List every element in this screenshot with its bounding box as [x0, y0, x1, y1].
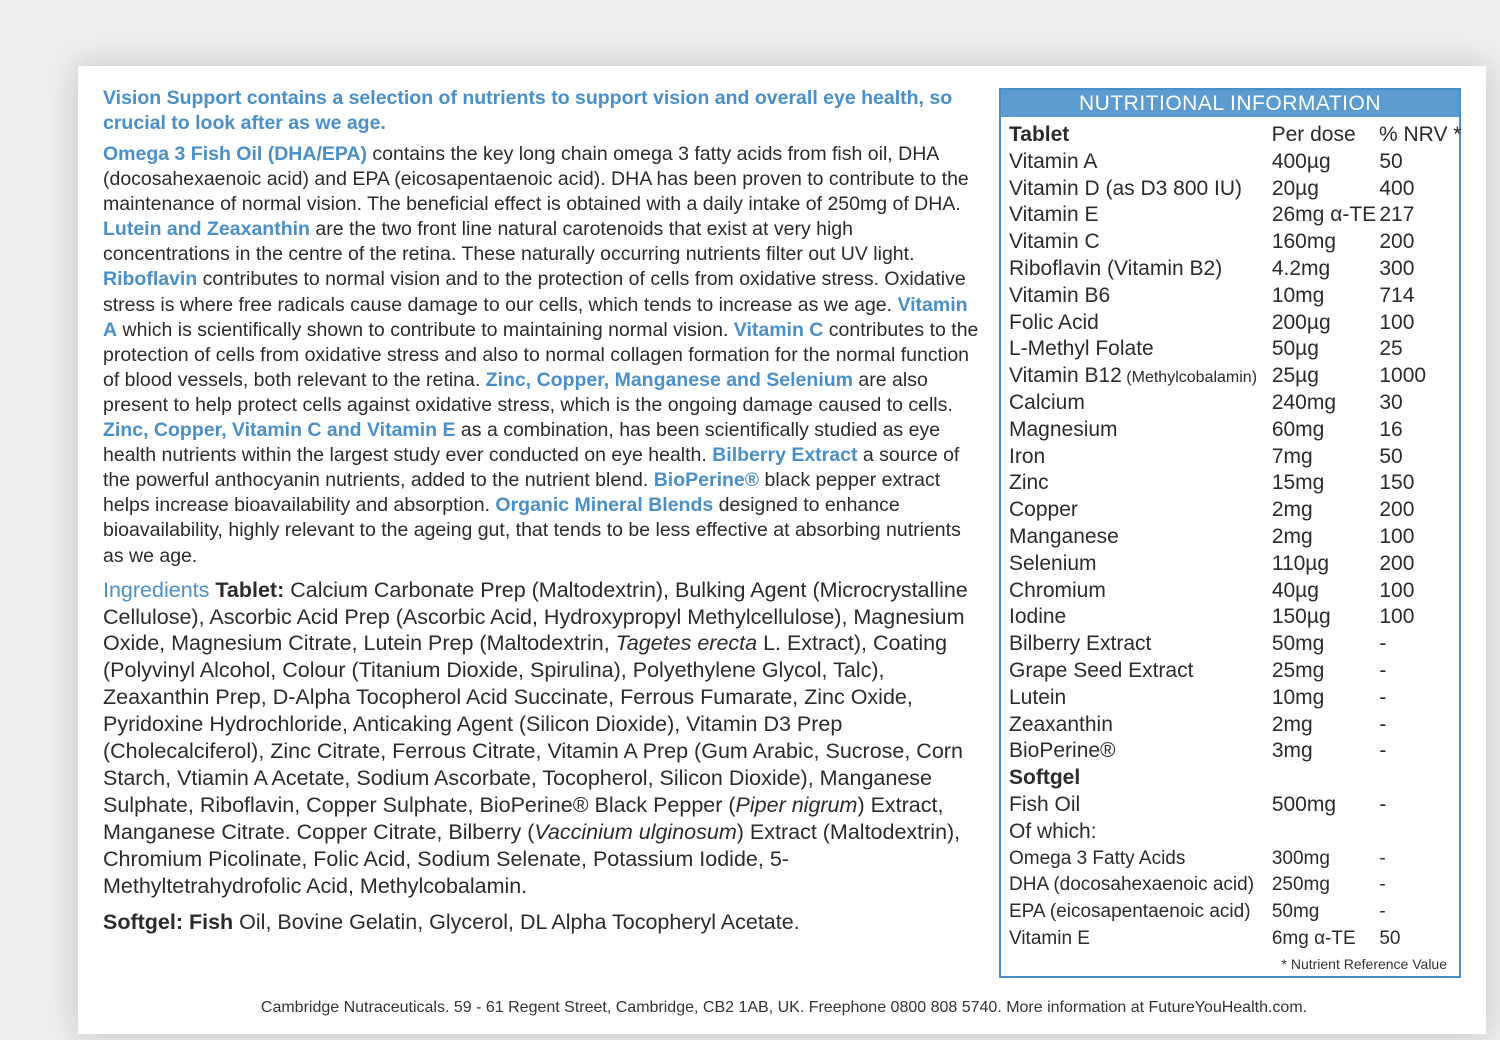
- nutrient-name-text: Grape Seed Extract: [1009, 658, 1194, 682]
- softgel-header: Softgel: [1009, 766, 1081, 790]
- nrv-header: % NRV *: [1379, 123, 1462, 146]
- footer-address: Cambridge Nutraceuticals. 59 - 61 Regent Street, Cambridge, CB2 1AB, UK. Freephone 0800 808 5740. More information at FutureYouHealth.com.: [260, 999, 1308, 1016]
- nutrient-dose: 200µg: [1271, 310, 1331, 334]
- nutrient-name-text: BioPerine®: [1009, 739, 1116, 763]
- nutrient-name: [1009, 363, 1272, 390]
- nutrient-nrv: 200: [1379, 551, 1415, 575]
- nutrition-panel: [999, 88, 1461, 978]
- nutrient-name: [1009, 631, 1272, 658]
- nutrient-nrv: -: [1379, 874, 1386, 896]
- nutrient-highlight: Organic Mineral Blends: [495, 494, 714, 517]
- nutrient-name-text: Zeaxanthin: [1009, 712, 1113, 736]
- nutrient-name: [1009, 524, 1272, 551]
- description-text: black pepper extract helps increase bioavailability and absorption.: [103, 469, 941, 517]
- nutrient-name: [1009, 149, 1272, 176]
- nutrient-name: [1009, 336, 1272, 363]
- ingredients-text: L. Extract), Coating (Polyvinyl Alcohol, Colour (Titanium Dioxide, Spirulina), Polyethylene Glycol, Talc), Zeaxanthin Prep, D-Alpha Tocopherol Acid Succinate, Ferrous Fumarate, Zinc Oxide, Pyridoxine Hydrochloride, Anticaking Agent (Silicon Dioxide), Vitamin D3 Prep (Cholecalciferol), Zinc Citrate, Ferrous Citrate, Vitamin A Prep (Gum Arabic, Sucrose, Corn Starch, Vtiamin A Acetate, Sodium Ascorbate, Tocopherol, Silicon Dioxide), Manganese Sulphate, Riboflavin, Copper Sulphate, BioPerine® Black Pepper (: [103, 631, 963, 817]
- nutrient-nrv: -: [1379, 685, 1387, 709]
- nutrient-name: [1009, 470, 1272, 497]
- nutrient-nrv: 217: [1379, 203, 1415, 227]
- nutrient-nrv: 400: [1379, 176, 1415, 200]
- description-text: contributes to normal vision and to the protection of cells from oxidative stress. Oxidative stress is where free radicals cause damage to our cells, which tends to increase as we age.: [103, 268, 966, 316]
- nutrient-name: [1009, 202, 1272, 229]
- nutrition-header-row: [1009, 122, 1462, 149]
- nutrient-nrv: 100: [1379, 524, 1415, 548]
- nutrient-name: [1009, 792, 1272, 819]
- nutrient-dose: 500mg: [1271, 792, 1337, 816]
- ingredients-text: Calcium Carbonate Prep (Maltodextrin), Bulking Agent (Microcrystalline Cellulose), Ascorbic Acid Prep (Ascorbic Acid, Hydroxypropyl Methylcellulose), Magnesium Oxide, Magnesium Citrate, Lutein Prep (Maltodextrin,: [103, 577, 968, 656]
- nutrient-name-text: Chromium: [1009, 578, 1106, 602]
- nutrition-title: NUTRITIONAL INFORMATION: [1001, 90, 1459, 117]
- softgel-paragraph: [103, 909, 983, 936]
- nutrient-name: [1009, 497, 1272, 524]
- nutrition-row: [1009, 176, 1459, 203]
- nutrient-name-text: Fish Oil: [1009, 792, 1081, 816]
- nutrient-dose: 40µg: [1271, 578, 1319, 602]
- ingredients-text: ) Extract (Maltodextrin), Chromium Picolinate, Folic Acid, Sodium Selenate, Potassium Iodide, 5-Methyltetrahydrofolic Acid, Methylcobalamin.: [103, 819, 961, 898]
- nutrient-nrv: 150: [1379, 471, 1415, 495]
- nutrient-name-text: Calcium: [1009, 390, 1085, 414]
- nutrition-row: [1009, 872, 1459, 899]
- nutrient-name: [1009, 310, 1272, 337]
- nutrient-dose: 300mg: [1271, 847, 1330, 869]
- nutrient-name: [1009, 390, 1272, 417]
- nutrient-name-text: Iron: [1009, 444, 1046, 468]
- nutrition-row: [1009, 524, 1459, 551]
- nutrient-dose: 400µg: [1271, 149, 1331, 173]
- nutrient-name: [1009, 738, 1272, 765]
- nutrition-row: [1009, 712, 1459, 739]
- tablet-label: Tablet:: [215, 577, 285, 602]
- nutrition-row: [1009, 819, 1459, 846]
- nutrient-nrv: 100: [1379, 578, 1415, 602]
- nutrition-row: [1009, 792, 1459, 819]
- per-dose-header: Per dose: [1271, 123, 1356, 146]
- nutrient-dose: 50mg: [1271, 632, 1325, 656]
- description-text: are also present to help protect cells against oxidative stress, which is the ongoing damage caused to cells.: [103, 368, 953, 416]
- nutrient-nrv: -: [1379, 658, 1387, 682]
- nutrient-name-text: Vitamin E: [1009, 203, 1099, 227]
- nutrition-row: [1009, 283, 1459, 310]
- nutrient-dose: 10mg: [1271, 685, 1325, 709]
- nutrient-dose: 250mg: [1271, 874, 1330, 896]
- nutrition-row: [1009, 202, 1459, 229]
- nutrient-highlight: Omega 3 Fish Oil (DHA/EPA): [103, 143, 368, 165]
- nutrient-dose: 25µg: [1271, 364, 1319, 388]
- nutrient-dose: 26mg α-TE: [1271, 203, 1377, 227]
- nutrient-highlight: Vitamin A: [103, 293, 968, 341]
- nutrient-name-text: Zinc: [1009, 471, 1049, 495]
- nutrient-name-text: Vitamin C: [1009, 230, 1100, 254]
- nutrient-nrv: 100: [1379, 310, 1415, 334]
- nutrient-dose: 10mg: [1271, 283, 1325, 307]
- nutrient-nrv: 200: [1379, 498, 1415, 522]
- nutrient-name: [1009, 604, 1272, 631]
- nutrition-row: [1009, 497, 1459, 524]
- nutrient-name: [1009, 926, 1272, 953]
- description-text: contributes to the protection of cells from oxidative stress and also to normal collagen formation for the normal function of blood vessels, both relevant to the retina.: [103, 318, 979, 391]
- nutrition-row: [1009, 444, 1459, 471]
- nutrient-dose: 25mg: [1271, 658, 1325, 682]
- nutrient-name-text: Vitamin A: [1009, 149, 1098, 173]
- nutrient-name: [1009, 283, 1272, 310]
- nutrient-name-text: Lutein: [1009, 685, 1067, 709]
- nutrient-dose: 50mg: [1271, 901, 1320, 923]
- nutrient-dose: 6mg α-TE: [1271, 927, 1356, 949]
- nutrition-row: [1009, 926, 1459, 953]
- nutrient-name: [1009, 417, 1272, 444]
- nutrient-name: [1009, 444, 1272, 471]
- nutrition-row: [1009, 256, 1459, 283]
- nutrient-name-text: Selenium: [1009, 551, 1097, 575]
- nutrition-row: [1009, 899, 1459, 926]
- ingredients-italic: Piper nigrum: [735, 792, 858, 817]
- nutrient-nrv: 50: [1379, 149, 1403, 173]
- nutrient-nrv: 100: [1379, 605, 1415, 629]
- nutrition-table: [1001, 117, 1462, 953]
- nutrient-dose: 60mg: [1271, 417, 1325, 441]
- nutrient-nrv: 1000: [1379, 364, 1427, 388]
- nutrition-row: [1009, 390, 1459, 417]
- nutrition-row: [1009, 685, 1459, 712]
- nutrient-highlight: Vitamin C: [733, 318, 824, 341]
- nutrition-row: [1009, 363, 1459, 390]
- nutrient-nrv: -: [1379, 712, 1387, 736]
- nutrient-name: [1009, 551, 1272, 578]
- nutrient-nrv: 200: [1379, 230, 1415, 254]
- nutrient-name: [1009, 685, 1272, 712]
- nutrient-nrv: -: [1379, 739, 1387, 763]
- nutrition-row: [1009, 631, 1459, 658]
- nutrient-nrv: -: [1379, 632, 1387, 656]
- nutrient-dose: 150µg: [1271, 605, 1331, 629]
- nutrition-row: [1009, 551, 1459, 578]
- nutrient-dose: 3mg: [1271, 739, 1313, 763]
- description-paragraph: [103, 142, 983, 569]
- nutrient-name-text: Vitamin B12: [1009, 364, 1122, 388]
- nutrient-name-text: Copper: [1009, 498, 1078, 522]
- nutrient-dose: 4.2mg: [1271, 256, 1331, 280]
- nutrient-name-text: Vitamin B6: [1009, 283, 1111, 307]
- nutrient-name-text: Vitamin E: [1009, 927, 1090, 949]
- description-text: designed to enhance bioavailability, highly relevant to the ageing gut, that tends to be less effective at absorbing nutrients as we age.: [103, 494, 961, 567]
- ingredients-italic: Tagetes erecta: [615, 631, 758, 656]
- nutrient-dose: [1272, 819, 1380, 846]
- nutrient-dose: 110µg: [1271, 551, 1330, 575]
- nutrient-name-text: Iodine: [1009, 605, 1067, 629]
- nutrition-row: [1009, 738, 1459, 765]
- nrv-footnote: * Nutrient Reference Value: [1281, 956, 1447, 972]
- nutrient-highlight: Bilberry Extract: [712, 444, 858, 467]
- ingredients-italic: Vaccinium ulginosum: [534, 819, 737, 844]
- nutrient-highlight: Riboflavin: [103, 268, 198, 291]
- softgel-text: Oil, Bovine Gelatin, Glycerol, DL Alpha Tocopheryl Acetate.: [233, 910, 800, 935]
- nutrient-dose: 2mg: [1271, 712, 1313, 736]
- nutrient-dose: 2mg: [1271, 524, 1313, 548]
- ingredients-text: ) Extract, Manganese Citrate. Copper Citrate, Bilberry (: [103, 792, 944, 844]
- nutrient-nrv: 16: [1379, 417, 1403, 441]
- nutrition-row: [1009, 604, 1459, 631]
- nutrient-name: [1009, 256, 1272, 283]
- nutrient-name-text: Omega 3 Fatty Acids: [1009, 847, 1186, 869]
- nutrient-nrv: 25: [1379, 337, 1403, 361]
- nutrient-dose: 240mg: [1271, 390, 1337, 414]
- nutrient-name: [1009, 578, 1272, 605]
- nutrient-name-text: Manganese: [1009, 524, 1119, 548]
- nutrient-dose: 160mg: [1271, 230, 1337, 254]
- nutrient-name-text: Folic Acid: [1009, 310, 1099, 334]
- nutrient-name-text: DHA (docosahexaenoic acid): [1009, 874, 1255, 896]
- nutrient-name-text: Bilberry Extract: [1009, 632, 1152, 656]
- nutrient-nrv: -: [1379, 792, 1387, 816]
- nutrient-highlight: Zinc, Copper, Manganese and Selenium: [485, 368, 853, 391]
- left-column: [103, 86, 983, 936]
- description-text: are the two front line natural carotenoids that exist at very high concentrations in the centre of the retina. These naturally occurring nutrients filter out UV light.: [103, 218, 915, 266]
- nutrient-name: [1009, 846, 1272, 873]
- nutrient-nrv: [1379, 819, 1459, 846]
- nutrition-row: [1009, 846, 1459, 873]
- nutrient-nrv: -: [1379, 847, 1386, 869]
- nutrition-row: [1009, 336, 1459, 363]
- nutrition-row: [1009, 310, 1459, 337]
- nutrition-row: [1009, 578, 1459, 605]
- nutrition-row: [1009, 658, 1459, 685]
- description-text: a source of the powerful anthocyanin nutrients, added to the nutrient blend.: [103, 444, 960, 492]
- nutrient-name: [1009, 872, 1272, 899]
- nutrient-nrv: 50: [1379, 444, 1403, 468]
- nutrient-name: [1009, 176, 1272, 203]
- intro-heading: Vision Support contains a selection of nutrients to support vision and overall eye health, so crucial to look after as we age.: [103, 87, 953, 134]
- nutrient-name-text: Vitamin D (as D3 800 IU): [1009, 176, 1243, 200]
- nutrient-nrv: 30: [1379, 390, 1403, 414]
- nutrient-name: [1009, 712, 1272, 739]
- nutrient-name-text: Riboflavin (Vitamin B2): [1009, 256, 1223, 280]
- nutrition-row: [1009, 149, 1459, 176]
- nutrient-nrv: 300: [1379, 256, 1415, 280]
- nutrient-nrv: -: [1379, 901, 1386, 923]
- nutrient-dose: 15mg: [1271, 471, 1325, 495]
- nutrient-nrv: 714: [1379, 283, 1415, 307]
- softgel-label: Softgel: Fish: [103, 910, 234, 935]
- nutrient-dose: 2mg: [1271, 498, 1313, 522]
- description-text: contains the key long chain omega 3 fatty acids from fish oil, DHA (docosahexaenoic acid) and EPA (eicosapentaenoic acid). DHA has been proven to contribute to the maintenance of normal vision. The beneficial effect is obtained with a daily intake of 250mg of DHA.: [103, 143, 969, 216]
- nutrient-name-text: EPA (eicosapentaenoic acid): [1009, 901, 1251, 923]
- nutrient-highlight: BioPerine®: [653, 469, 760, 492]
- nutrient-highlight: Zinc, Copper, Vitamin C and Vitamin E: [103, 419, 456, 442]
- nutrient-name: [1009, 229, 1272, 256]
- nutrition-row: [1009, 229, 1459, 256]
- ingredients-paragraph: [103, 577, 983, 900]
- nutrient-name: [1009, 899, 1272, 926]
- nutrient-name: [1009, 658, 1272, 685]
- tablet-header: Tablet: [1009, 123, 1070, 146]
- nutrition-row: [1009, 470, 1459, 497]
- nutrient-nrv: 50: [1379, 927, 1401, 949]
- nutrition-row: [1009, 417, 1459, 444]
- nutrient-form: (Methylcobalamin): [1121, 369, 1258, 387]
- nutrient-dose: 7mg: [1271, 444, 1313, 468]
- ingredients-label: Ingredients: [103, 577, 210, 602]
- nutrient-dose: 50µg: [1271, 337, 1319, 361]
- nutrient-dose: 20µg: [1271, 176, 1319, 200]
- description-text: as a combination, has been scientifically studied as eye health nutrients within the largest study ever conducted on eye health.: [103, 419, 941, 467]
- nutrient-name: [1009, 819, 1272, 846]
- nutrient-name-text: Magnesium: [1009, 417, 1118, 441]
- nutrient-name-text: Of which:: [1009, 819, 1097, 843]
- nutrient-name-text: L-Methyl Folate: [1009, 337, 1154, 361]
- description-text: which is scientifically shown to contribute to maintaining normal vision.: [117, 318, 734, 341]
- nutrient-highlight: Lutein and Zeaxanthin: [103, 218, 310, 241]
